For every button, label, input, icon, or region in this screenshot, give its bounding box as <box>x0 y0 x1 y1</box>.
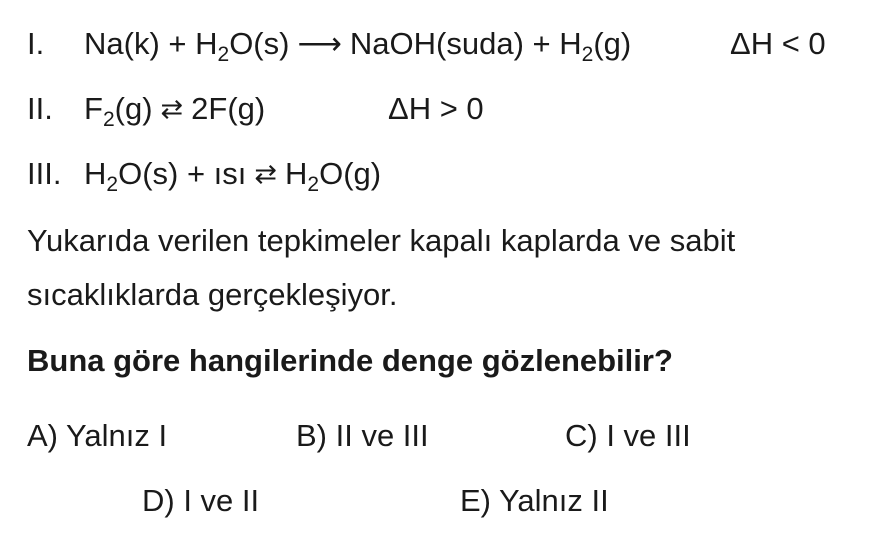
option-c[interactable]: C) I ve III <box>565 418 691 453</box>
reaction-2-delta-h: ΔH > 0 <box>388 91 484 126</box>
reaction-2-numeral: II. <box>27 91 53 126</box>
reaction-3-product-subscript: 2 <box>307 173 320 196</box>
reaction-3-numeral: III. <box>27 156 62 191</box>
reaction-1-equation <box>84 24 631 64</box>
question-text: Buna göre hangilerinde denge gözlenebilir? <box>27 343 673 378</box>
reaction-2-reactant-text: F <box>84 91 103 126</box>
forward-arrow-icon: ⟶ <box>297 26 342 61</box>
equilibrium-arrow-icon: ⇄ <box>160 94 184 124</box>
option-b[interactable]: B) II ve III <box>296 418 429 453</box>
paragraph-line-1: Yukarıda verilen tepkimeler kapalı kaplarda ve sabit <box>27 223 736 258</box>
reaction-1-reactant-text: Na(k) + H <box>84 26 218 61</box>
equilibrium-arrow-icon: ⇄ <box>254 159 278 189</box>
reaction-1-reactant-end: O(s) <box>229 26 290 61</box>
option-a[interactable]: A) Yalnız I <box>27 418 168 453</box>
reaction-2-subscript: 2 <box>102 108 115 131</box>
reaction-3-product-end: O(g) <box>319 156 382 191</box>
reaction-3-equation <box>84 154 381 195</box>
option-e[interactable]: E) Yalnız II <box>460 483 609 518</box>
reaction-1-product-end: (g) <box>593 26 632 61</box>
reaction-3-reactant-end: O(s) + ısı <box>118 156 247 191</box>
reaction-2-reactant-end: (g) <box>114 91 153 126</box>
reaction-1-product-text: NaOH(suda) + H <box>349 26 582 61</box>
paragraph-line-2: sıcaklıklarda gerçekleşiyor. <box>27 277 398 312</box>
reaction-3-product-text: H <box>285 156 308 191</box>
reaction-3-subscript: 2 <box>106 173 119 196</box>
reaction-1-product-subscript: 2 <box>581 43 594 66</box>
reaction-2-product-text: 2F(g) <box>191 91 266 126</box>
reaction-1-delta-h: ΔH < 0 <box>730 26 826 61</box>
option-d[interactable]: D) I ve II <box>142 483 260 518</box>
reaction-3-reactant-text: H <box>84 156 107 191</box>
reaction-2-equation <box>84 89 265 130</box>
reaction-1-numeral: I. <box>27 26 45 61</box>
reaction-1-subscript: 2 <box>217 43 230 66</box>
